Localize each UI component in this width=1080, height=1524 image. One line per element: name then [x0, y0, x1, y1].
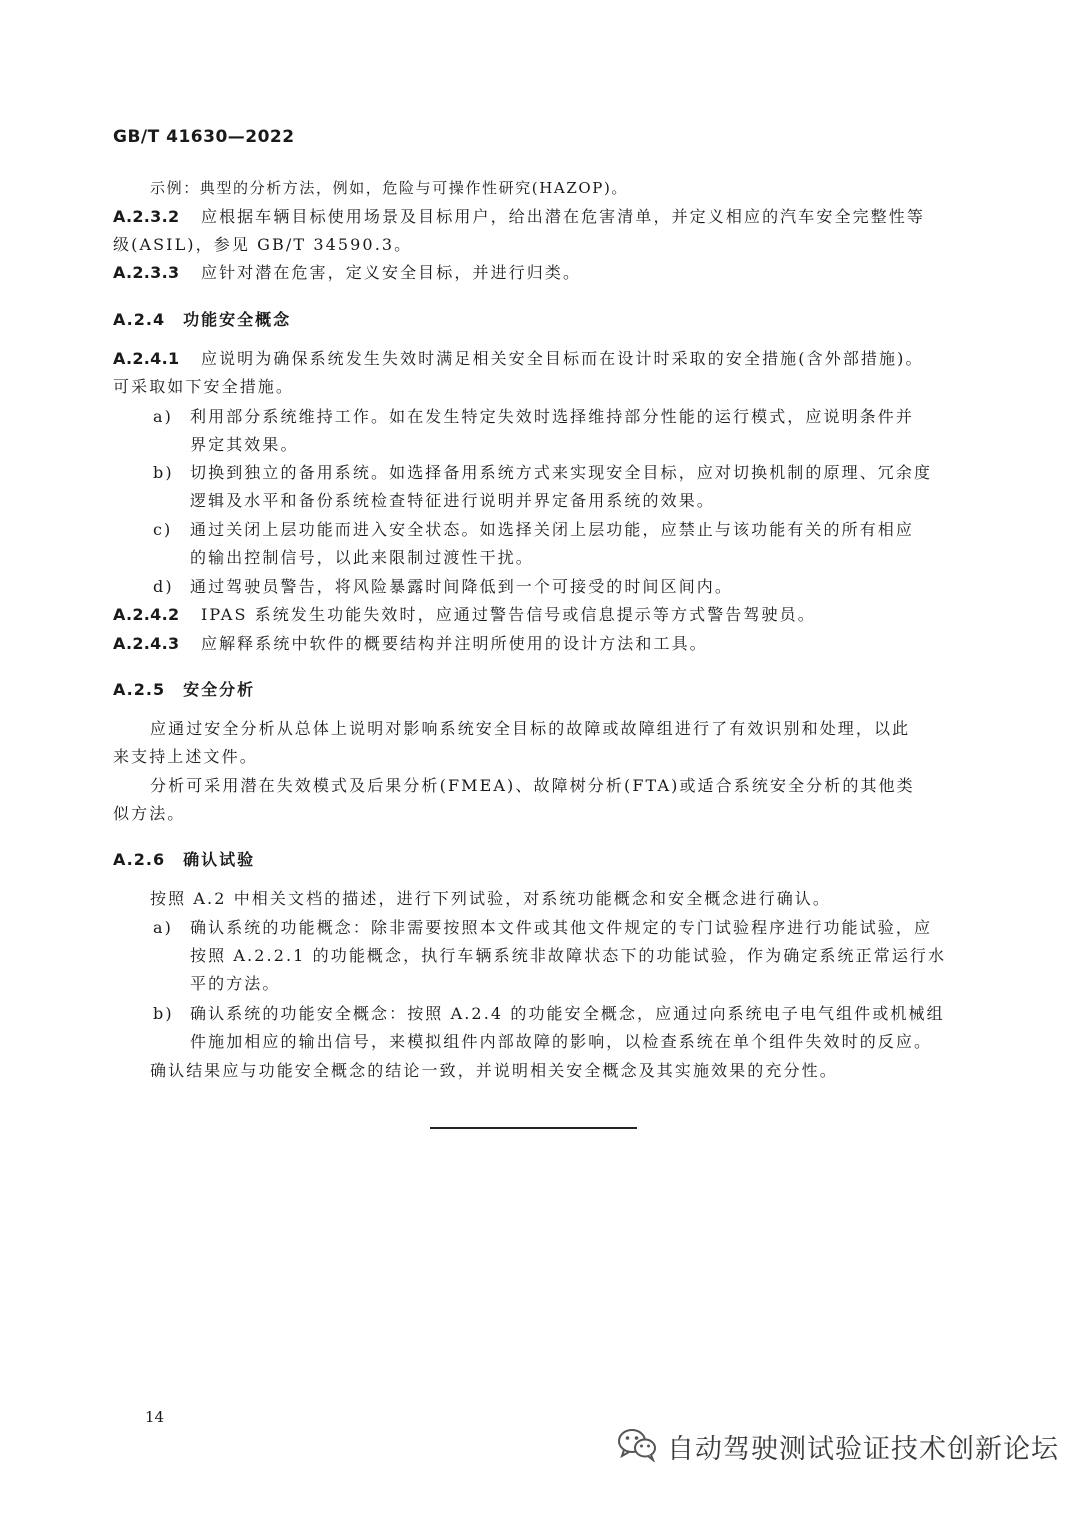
- list-item-b-line2: 逻辑及水平和备份系统检查特征进行说明并界定备用系统的效果。: [190, 491, 715, 510]
- section-title: 安全分析: [183, 680, 256, 699]
- wechat-icon: [615, 1426, 659, 1466]
- watermark: [615, 1426, 1059, 1466]
- section-number: A.2.4: [113, 310, 166, 329]
- section-title: 功能安全概念: [183, 310, 292, 329]
- watermark-text: 自动驾驶测试验证技术创新论坛: [667, 1433, 1059, 1465]
- page-number: 14: [145, 1408, 165, 1426]
- clause-number: A.2.4.1: [113, 349, 180, 368]
- section-number: A.2.6: [113, 850, 166, 869]
- list-item-d-line1: 通过驾驶员警告，将风险暴露时间降低到一个可接受的时间区间内。: [190, 577, 734, 596]
- list-marker-a: a): [153, 407, 173, 426]
- clause-number: A.2.4.3: [113, 634, 180, 653]
- list-marker-d: d): [153, 577, 174, 596]
- clause-a2241-line2: 可采取如下安全措施。: [113, 377, 295, 396]
- list-marker-b: b): [153, 463, 174, 482]
- a225-para2-line1: 分析可采用潜在失效模式及后果分析(FMEA)、故障树分析(FTA)或适合系统安全分析的其他类: [150, 776, 915, 795]
- a225-para2-line2: 似方法。: [113, 804, 186, 823]
- list-item-a-line2: 界定其效果。: [190, 435, 299, 454]
- section-title: 确认试验: [183, 850, 256, 869]
- clause-a2333: [113, 263, 581, 283]
- a226-intro: 按照 A.2 中相关文档的描述，进行下列试验，对系统功能概念和安全概念进行确认。: [150, 889, 831, 908]
- list-item-c-line2: 的输出控制信号，以此来限制过渡性干扰。: [190, 548, 534, 567]
- end-rule: [430, 1127, 637, 1129]
- list-marker-a226a: a): [153, 918, 173, 937]
- a226a-line1: 确认系统的功能概念：除非需要按照本文件或其他文件规定的专门试验程序进行功能试验，应: [190, 918, 933, 937]
- example-note: 示例：典型的分析方法，例如，危险与可操作性研究(HAZOP)。: [150, 179, 629, 197]
- list-item-c-line1: 通过关闭上层功能而进入安全状态。如选择关闭上层功能，应禁止与该功能有关的所有相应: [190, 520, 915, 539]
- a226b-line2: 件施加相应的输出信号，来模拟组件内部故障的影响，以检查系统在单个组件失效时的反应。: [190, 1032, 933, 1051]
- a225-para1-line1: 应通过安全分析从总体上说明对影响系统安全目标的故障或故障组进行了有效识别和处理，以此: [150, 719, 911, 738]
- section-number: A.2.5: [113, 680, 166, 699]
- a226a-line3: 平的方法。: [190, 974, 281, 993]
- clause-a2332-line2: 级(ASIL)，参见 GB/T 34590.3。: [113, 235, 413, 254]
- list-marker-a226b: b): [153, 1004, 174, 1023]
- clause-text: 应说明为确保系统发生失效时满足相关安全目标而在设计时采取的安全措施(含外部措施)。: [200, 349, 924, 368]
- section-a224-heading: [113, 307, 291, 330]
- clause-number: A.2.3.3: [113, 263, 180, 282]
- a226b-line1: 确认系统的功能安全概念：按照 A.2.4 的功能安全概念，应通过向系统电子电气组件或机械组: [190, 1004, 945, 1023]
- a226a-line2: 按照 A.2.2.1 的功能概念，执行车辆系统非故障状态下的功能试验，作为确定系统正常运行水: [190, 946, 947, 965]
- section-a225-heading: [113, 677, 255, 700]
- clause-text: 应针对潜在危害，定义安全目标，并进行归类。: [200, 263, 582, 282]
- clause-a2332-line1: [113, 207, 925, 227]
- list-marker-c: c): [153, 520, 173, 539]
- list-item-a-line1: 利用部分系统维持工作。如在发生特定失效时选择维持部分性能的运行模式，应说明条件并: [190, 407, 915, 426]
- clause-number: A.2.4.2: [113, 605, 180, 624]
- clause-text: 应解释系统中软件的概要结构并注明所使用的设计方法和工具。: [200, 634, 708, 653]
- clause-a2242: [113, 605, 816, 625]
- clause-text: 应根据车辆目标使用场景及目标用户，给出潜在危害清单，并定义相应的汽车安全完整性等: [200, 207, 925, 226]
- section-a226-heading: [113, 847, 255, 870]
- clause-a2243: [113, 634, 708, 654]
- a226-conclusion: 确认结果应与功能安全概念的结论一致，并说明相关安全概念及其实施效果的充分性。: [150, 1061, 838, 1080]
- clause-a2241-line1: [113, 349, 924, 369]
- a225-para1-line2: 来支持上述文件。: [113, 747, 258, 766]
- clause-number: A.2.3.2: [113, 207, 180, 226]
- clause-text: IPAS 系统发生功能失效时，应通过警告信号或信息提示等方式警告驾驶员。: [200, 605, 816, 624]
- list-item-b-line1: 切换到独立的备用系统。如选择备用系统方式来实现安全目标，应对切换机制的原理、冗余度: [190, 463, 933, 482]
- standard-header: GB/T 41630—2022: [113, 127, 295, 147]
